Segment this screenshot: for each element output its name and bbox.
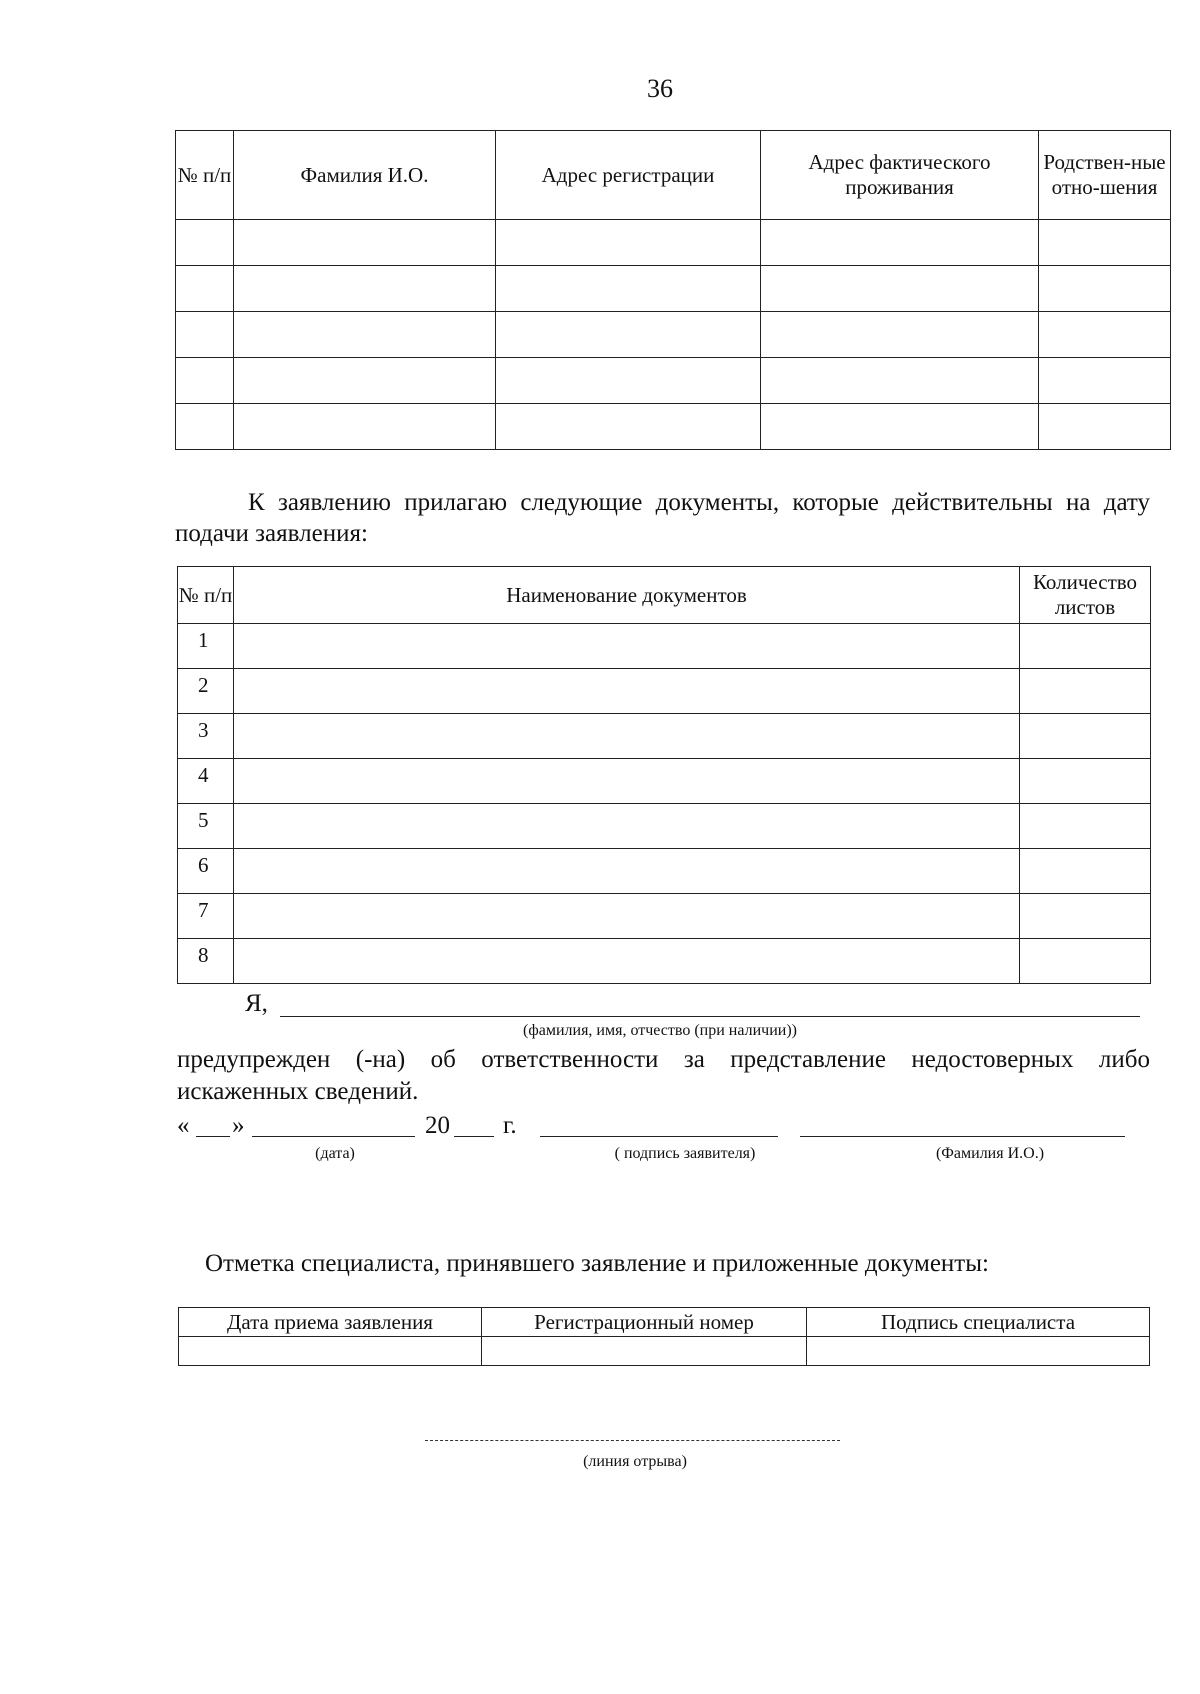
header-relationship: Родствен-ные отно-шения [1039,131,1171,220]
cell-actual-address[interactable] [761,312,1039,358]
registration-table [178,1307,1150,1366]
liability-warning: предупрежден (-на) об ответственности за представление недостоверных либо искаженных сведений. [177,1046,1150,1105]
declaration-prefix: Я, [245,990,268,1017]
cell-number: 5 [178,804,234,849]
cell-sheet-count[interactable] [1020,624,1151,669]
cell-relationship[interactable] [1039,312,1171,358]
table-row [178,669,1151,714]
table-row [176,312,1171,358]
cell-number[interactable] [176,266,234,312]
cell-document-name[interactable] [234,714,1020,759]
table-row [176,358,1171,404]
header-sheet-count: Количество листов [1020,567,1151,624]
specialist-mark-title: Отметка специалиста, принявшего заявление и приложенные документы: [205,1250,989,1277]
cell-number: 8 [178,939,234,984]
table-row [176,404,1171,450]
applicant-name-caption: (фамилия, имя, отчество (при наличии)) [523,1022,797,1039]
header-number: № п/п [176,131,234,220]
table-row [178,759,1151,804]
table-row [178,894,1151,939]
cell-full-name[interactable] [234,312,496,358]
year-field[interactable] [454,1114,494,1137]
cell-number[interactable] [176,358,234,404]
cell-sheet-count[interactable] [1020,714,1151,759]
table-header-row [176,131,1171,220]
surname-caption: (Фамилия И.О.) [935,1145,1045,1162]
applicant-surname-field[interactable] [800,1114,1125,1137]
cell-relationship[interactable] [1039,404,1171,450]
cell-document-name[interactable] [234,624,1020,669]
cell-actual-address[interactable] [761,266,1039,312]
header-full-name: Фамилия И.О. [234,131,496,220]
table-row [178,714,1151,759]
applicant-name-line[interactable] [280,992,1140,1017]
table-row [176,220,1171,266]
page-number: 36 [647,74,673,103]
cell-number: 2 [178,669,234,714]
cell-registration-address[interactable] [496,358,761,404]
cell-number: 4 [178,759,234,804]
date-caption: (дата) [315,1145,355,1162]
table-header-row [178,567,1151,624]
table-row [179,1337,1150,1366]
cell-receipt-date[interactable] [179,1337,482,1366]
cell-number[interactable] [176,404,234,450]
cell-document-name[interactable] [234,894,1020,939]
header-number: № п/п [178,567,234,624]
cell-registration-address[interactable] [496,312,761,358]
cell-registration-address[interactable] [496,404,761,450]
cell-sheet-count[interactable] [1020,894,1151,939]
cell-number: 3 [178,714,234,759]
cell-sheet-count[interactable] [1020,849,1151,894]
header-receipt-date: Дата приема заявления [179,1308,482,1337]
month-field[interactable] [252,1114,415,1137]
cell-registration-address[interactable] [496,266,761,312]
cell-document-name[interactable] [234,939,1020,984]
cell-number: 7 [178,894,234,939]
tear-line-caption: (линия отрыва) [583,1453,687,1470]
header-registration-number: Регистрационный номер [482,1308,807,1337]
cell-relationship[interactable] [1039,358,1171,404]
table-row [178,849,1151,894]
cell-actual-address[interactable] [761,358,1039,404]
cell-sheet-count[interactable] [1020,804,1151,849]
cell-relationship[interactable] [1039,266,1171,312]
table-header-row [179,1308,1150,1337]
cell-full-name[interactable] [234,220,496,266]
cell-number: 6 [178,849,234,894]
cell-full-name[interactable] [234,404,496,450]
cell-number[interactable] [176,312,234,358]
table-row [178,624,1151,669]
cell-sheet-count[interactable] [1020,669,1151,714]
applicant-signature-field[interactable] [540,1114,778,1137]
table-row [178,939,1151,984]
tear-line [425,1440,840,1441]
signature-caption: ( подпись заявителя) [614,1145,756,1162]
header-specialist-signature: Подпись специалиста [807,1308,1150,1337]
cell-sheet-count[interactable] [1020,759,1151,804]
cell-registration-number[interactable] [482,1337,807,1366]
cell-full-name[interactable] [234,358,496,404]
documents-table [177,566,1151,984]
date-quote-close: » [232,1112,245,1139]
date-quote-open: « [177,1112,190,1139]
day-field[interactable] [196,1114,230,1137]
header-registration-address: Адрес регистрации [496,131,761,220]
year-suffix: г. [503,1112,517,1139]
cell-number[interactable] [176,220,234,266]
year-prefix: 20 [425,1112,450,1139]
table-row [176,266,1171,312]
cell-actual-address[interactable] [761,220,1039,266]
cell-specialist-signature[interactable] [807,1337,1150,1366]
cell-full-name[interactable] [234,266,496,312]
attachments-intro: К заявлению прилагаю следующие документы, которые действительны на дату подачи заявления: [175,489,1150,547]
cell-number: 1 [178,624,234,669]
persons-table [175,130,1171,450]
header-document-name: Наименование документов [234,567,1020,624]
cell-document-name[interactable] [234,759,1020,804]
cell-document-name[interactable] [234,849,1020,894]
cell-registration-address[interactable] [496,220,761,266]
table-row [178,804,1151,849]
cell-sheet-count[interactable] [1020,939,1151,984]
cell-document-name[interactable] [234,669,1020,714]
cell-document-name[interactable] [234,804,1020,849]
cell-actual-address[interactable] [761,404,1039,450]
cell-relationship[interactable] [1039,220,1171,266]
header-actual-address: Адрес фактического проживания [761,131,1039,220]
